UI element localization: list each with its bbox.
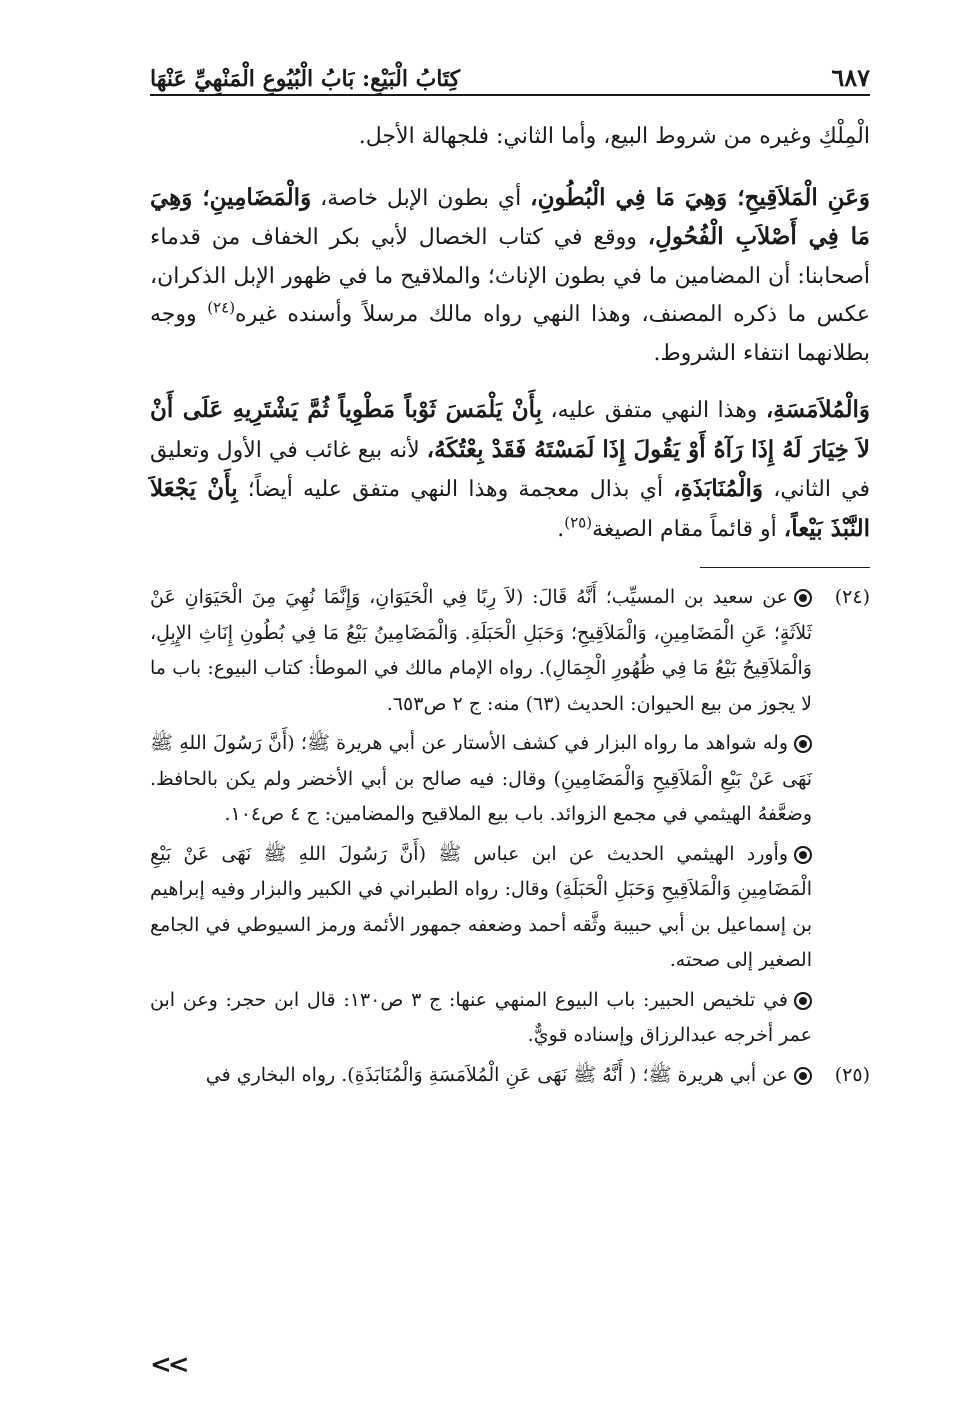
footnote-25 xyxy=(150,1058,870,1094)
commentary-1: أي بطون الإبل خاصة، xyxy=(311,185,531,211)
footnote-24 xyxy=(150,580,870,722)
footnote-ref-24[interactable]: (٢٤) xyxy=(207,298,236,317)
footnote-number-24: (٢٤) xyxy=(834,586,870,608)
footnote-25-a xyxy=(150,1058,812,1094)
commentary-2: ووقع في كتاب الخصال لأبي بكر الخفاف من قدماء أصحابنا: أن المضامين ما في بطون الإناث؛ والملاقيح ما في ظهور الإبل الذكران، عكس ما ذكره المصنف، وهذا النهي رواه مالك مرسلاً وأسنده غيره xyxy=(150,225,871,327)
matn-malaqih: وَعَنِ الْمَلاَقِيحِ؛ وَهِيَ مَا فِي الْبُطُونِ، xyxy=(530,183,871,211)
paragraph-1: الْمِلْكِ وغيره من شروط البيع، وأما الثاني: فلجهالة الأجل. xyxy=(358,124,870,149)
commentary-5: لأنه بيع غائب في الأول وتعليق في الثاني، xyxy=(150,437,870,502)
commentary-4: وهذا النهي متفق عليه، xyxy=(542,398,766,423)
matn-mulamasa-def: بِأَنْ يَلْمَسَ ثَوْباً مَطْوِياً ثُمَّ يَشْتَرِيهِ عَلَى أَنْ لاَ خِيَارَ لَهُ إِذَا رَآهُ أَوْ يَقُولَ إِذَا لَمَسْتَهُ فَقَدْ بِعْتُكَهُ، xyxy=(150,396,870,463)
main-text xyxy=(150,118,870,549)
running-header xyxy=(150,50,870,96)
commentary-6: أي بذال معجمة وهذا النهي متفق عليه أيضاً؛ xyxy=(237,477,674,502)
matn-munabadha: وَالْمُنَابَذَةِ، xyxy=(673,475,763,502)
bullet-icon xyxy=(794,992,812,1010)
matn-mulamasa: وَالْمُلاَمَسَةِ، xyxy=(765,396,870,423)
footnotes xyxy=(150,580,870,1093)
commentary-7: أو قائماً مقام الصيغة xyxy=(592,516,784,542)
footnote-separator xyxy=(700,567,870,568)
footnote-24-d-text: في تلخيص الحبير: باب البيوع المنهي عنها: ج ٣ ص١٣٠: قال ابن حجر: وعن ابن عمر أخرجه عبدالرزاق وإسناده قويٌّ. xyxy=(150,988,812,1046)
paragraph-2 xyxy=(150,179,870,374)
footnote-24-b-text: وله شواهد ما رواه البزار في كشف الأستار عن أبي هريرة ﷺ؛ (أَنَّ رَسُولَ اللهِ ﷺ نَهَى عَنْ بَيْعِ الْمَلاَقِيحِ وَالْمَضَامِينِ) وقال: فيه صالح بن أبي الأخضر ولم يكن بالحافظ. وضعَّفهُ الهيثمي في مجمع الزوائد. باب بيع الملاقيح والمضامين: ج ٤ ص١٠٤. xyxy=(150,732,812,825)
footnote-24-a-text: عن سعيد بن المسيِّب؛ أَنَّهُ قَالَ: (لاَ رِبًا فِي الْحَيَوَانِ، وَإِنَّمَا نُهِيَ مِنَ الْحَيَوَانِ عَنْ ثَلاَثَةٍ؛ عَنِ الْمَضَامِينِ، وَالْمَلاَقِيحِ؛ وَحَبَلِ الْحَبَلَةِ. وَالْمَضَامِينُ بَيْعُ مَا فِي بُطُونِ إِنَاثِ الإِبِلِ، وَالْمَلاَقِيحُ بَيْعُ مَا فِي ظُهُورِ الْجِمَالِ). رواه الإمام مالك في الموطأ: كتاب البيوع: باب ما لا يجوز من بيع الحيوان: الحديث (٦٣) منه: ج ٢ ص٦٥٣. xyxy=(150,586,812,715)
footnote-number-25: (٢٥) xyxy=(834,1063,870,1086)
footnote-24-d xyxy=(150,983,870,1054)
matn-munabadha-def: بِأَنْ يَجْعَلاَ النَّبْذَ بَيْعاً، xyxy=(150,475,870,542)
page-number: ٦٨٧ xyxy=(831,63,870,92)
footnote-24-c-text: وأورد الهيثمي الحديث عن ابن عباس ﷺ (أَنَّ رَسُولَ اللهِ ﷺ نَهَى عَنْ بَيْعِ الْمَضَامِينِ وَالْمَلاَقِيحِ وَحَبَلِ الْحَبَلَةِ) وقال: رواه الطبراني في الكبير والبزار وفيه إبراهيم بن إسماعيل بن أبي حبيبة وثَّقه أحمد وضعفه جمهور الأئمة ورمز السيوطي في الجامع الصغير إلى صحته. xyxy=(150,842,812,971)
paragraph-3 xyxy=(150,391,870,549)
bullet-icon xyxy=(794,1067,812,1085)
footnote-25-a-text: عن أبي هريرة ﷺ؛ ( أَنَّهُ ﷺ نَهَى عَنِ الْمُلاَمَسَةِ وَالْمُنَابَذَةِ). رواه البخاري في xyxy=(205,1063,788,1086)
footnote-24-c xyxy=(150,837,870,979)
bullet-icon xyxy=(794,735,812,753)
matn-madamin: وَالْمَضَامِينِ؛ وَهِيَ مَا فِي أَصْلاَبِ الْفُحُولِ، xyxy=(150,183,870,250)
document-page xyxy=(150,50,870,1380)
bullet-icon xyxy=(794,589,812,607)
continuation-mark: << xyxy=(150,1350,186,1380)
footnote-24-a xyxy=(150,580,812,722)
footnote-24-b xyxy=(150,726,870,833)
running-title: كِتَابُ الْبَيْعِ: بَابُ الْبُيُوعِ الْمَنْهِيِّ عَنْهَا xyxy=(150,66,461,92)
bullet-icon xyxy=(794,846,812,864)
commentary-end: . xyxy=(557,516,565,542)
footnote-ref-25[interactable]: (٢٥) xyxy=(564,513,593,532)
commentary-3: ووجه بطلانهما انتفاء الشروط. xyxy=(150,302,870,366)
